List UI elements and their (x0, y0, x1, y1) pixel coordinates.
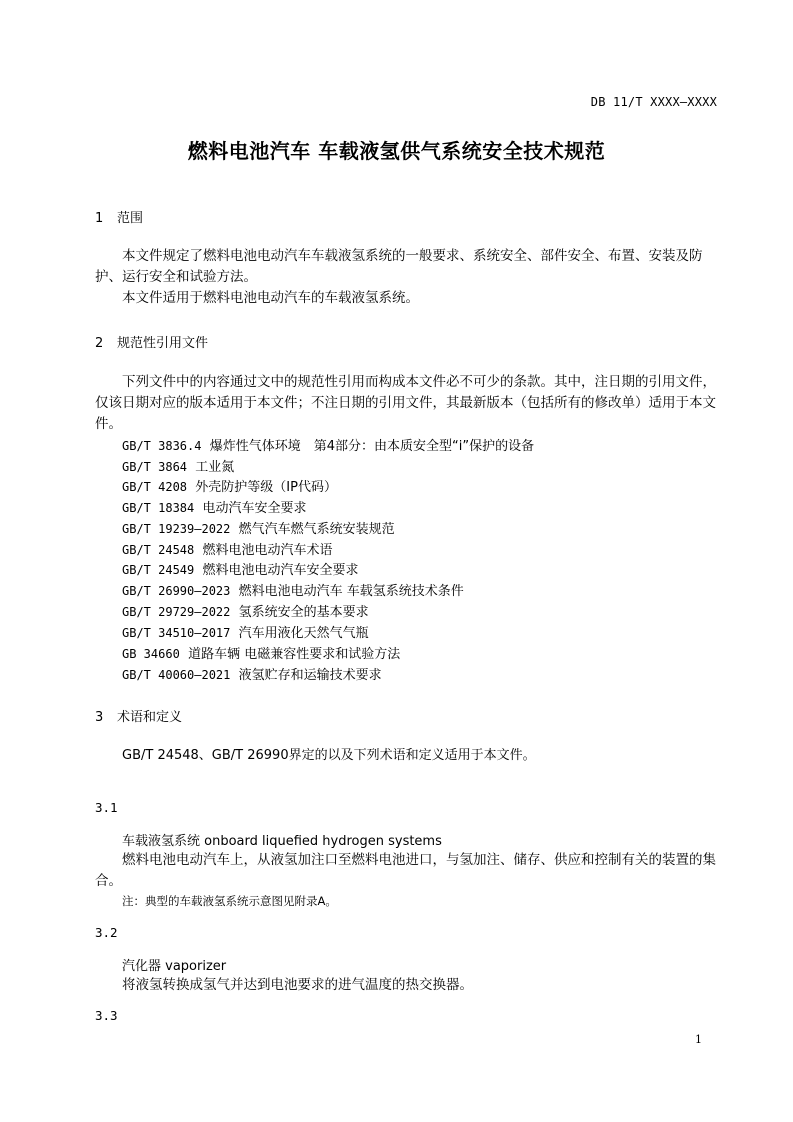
paragraph-text: 本文件规定了燃料电池电动汽车车载液氢系统的一般要求、系统安全、部件安全、布置、安装及防护、运行安全和试验方法。 (95, 248, 703, 285)
reference-code: GB/T 3864 (122, 460, 188, 474)
reference-title: 燃料电池电动汽车 车载氢系统技术条件 (238, 584, 464, 599)
section-title: 规范性引用文件 (117, 336, 209, 351)
reference-code: GB 34660 (122, 647, 180, 661)
clause-number: 3.2 (95, 925, 118, 940)
paragraph (95, 372, 718, 435)
reference-item (122, 664, 382, 683)
reference-title: 爆炸性气体环境 第4部分：由本质安全型“i”保护的设备 (209, 439, 535, 454)
section-title: 范围 (117, 211, 144, 226)
section-heading-3 (95, 706, 182, 725)
reference-item (122, 435, 534, 454)
page-number: 1 (695, 1033, 702, 1046)
reference-title: 电动汽车安全要求 (202, 501, 307, 516)
reference-title: 液氢贮存和运输技术要求 (238, 668, 382, 683)
definition-text: 燃料电池电动汽车上，从液氢加注口至燃料电池进口，与氢加注、储存、供应和控制有关的装置的集合。 (95, 852, 716, 889)
reference-code: GB/T 18384 (122, 501, 195, 515)
reference-title: 燃气汽车燃气系统安装规范 (238, 522, 395, 537)
reference-code: GB/T 3836.4 (122, 439, 202, 453)
paragraph: 本文件适用于燃料电池电动汽车的车载液氢系统。 (122, 290, 419, 306)
reference-title: 氢系统安全的基本要求 (238, 605, 369, 620)
clause-number: 3.3 (95, 1008, 118, 1023)
reference-code: GB/T 29729—2022 (122, 605, 231, 619)
section-title: 术语和定义 (117, 710, 183, 725)
reference-item (122, 559, 359, 578)
section-heading-2 (95, 332, 208, 351)
term-definition (95, 850, 718, 892)
section-number: 2 (95, 336, 104, 351)
clause-number: 3.1 (95, 800, 118, 815)
document-number: DB 11/T XXXX—XXXX (590, 95, 717, 109)
note: 注：典型的车载液氢系统示意图见附录A。 (122, 894, 337, 908)
reference-item (122, 497, 307, 516)
reference-item (122, 539, 333, 558)
section-heading-1 (95, 207, 143, 226)
section-number: 3 (95, 710, 104, 725)
reference-code: GB/T 34510—2017 (122, 626, 231, 640)
reference-title: 燃料电池电动汽车术语 (202, 543, 333, 558)
reference-title: 燃料电池电动汽车安全要求 (202, 563, 359, 578)
reference-code: GB/T 4208 (122, 480, 188, 494)
reference-item (122, 456, 234, 475)
reference-item (122, 518, 395, 537)
reference-code: GB/T 19239—2022 (122, 522, 231, 536)
reference-item (122, 580, 464, 599)
reference-title: 汽车用液化天然气气瓶 (238, 626, 369, 641)
reference-item (122, 476, 337, 495)
term-heading: 汽化器 vaporizer (122, 959, 227, 974)
reference-code: GB/T 24548 (122, 543, 195, 557)
paragraph-text: 下列文件中的内容通过文中的规范性引用而构成本文件必不可少的条款。其中，注日期的引用文件，仅该日期对应的版本适用于本文件；不注日期的引用文件，其最新版本（包括所有的修改单）适用于本文件。 (95, 374, 716, 432)
term-definition: 将液氢转换成氢气并达到电池要求的进气温度的热交换器。 (122, 977, 473, 993)
paragraph (95, 246, 718, 288)
section-number: 1 (95, 211, 104, 226)
paragraph: GB/T 24548、GB/T 26990界定的以及下列术语和定义适用于本文件。 (122, 748, 536, 763)
reference-title: 工业氮 (195, 460, 235, 475)
reference-code: GB/T 40060—2021 (122, 668, 231, 682)
reference-code: GB/T 26990—2023 (122, 584, 231, 598)
reference-item (122, 601, 369, 620)
page-title: 燃料电池汽车 车载液氢供气系统安全技术规范 (187, 139, 606, 163)
reference-title: 道路车辆 电磁兼容性要求和试验方法 (188, 647, 401, 662)
reference-code: GB/T 24549 (122, 563, 195, 577)
reference-item (122, 622, 369, 641)
reference-title: 外壳防护等级（IP代码） (195, 480, 337, 495)
reference-item (122, 643, 400, 662)
term-heading: 车载液氢系统 onboard liquefied hydrogen systems (122, 834, 442, 849)
